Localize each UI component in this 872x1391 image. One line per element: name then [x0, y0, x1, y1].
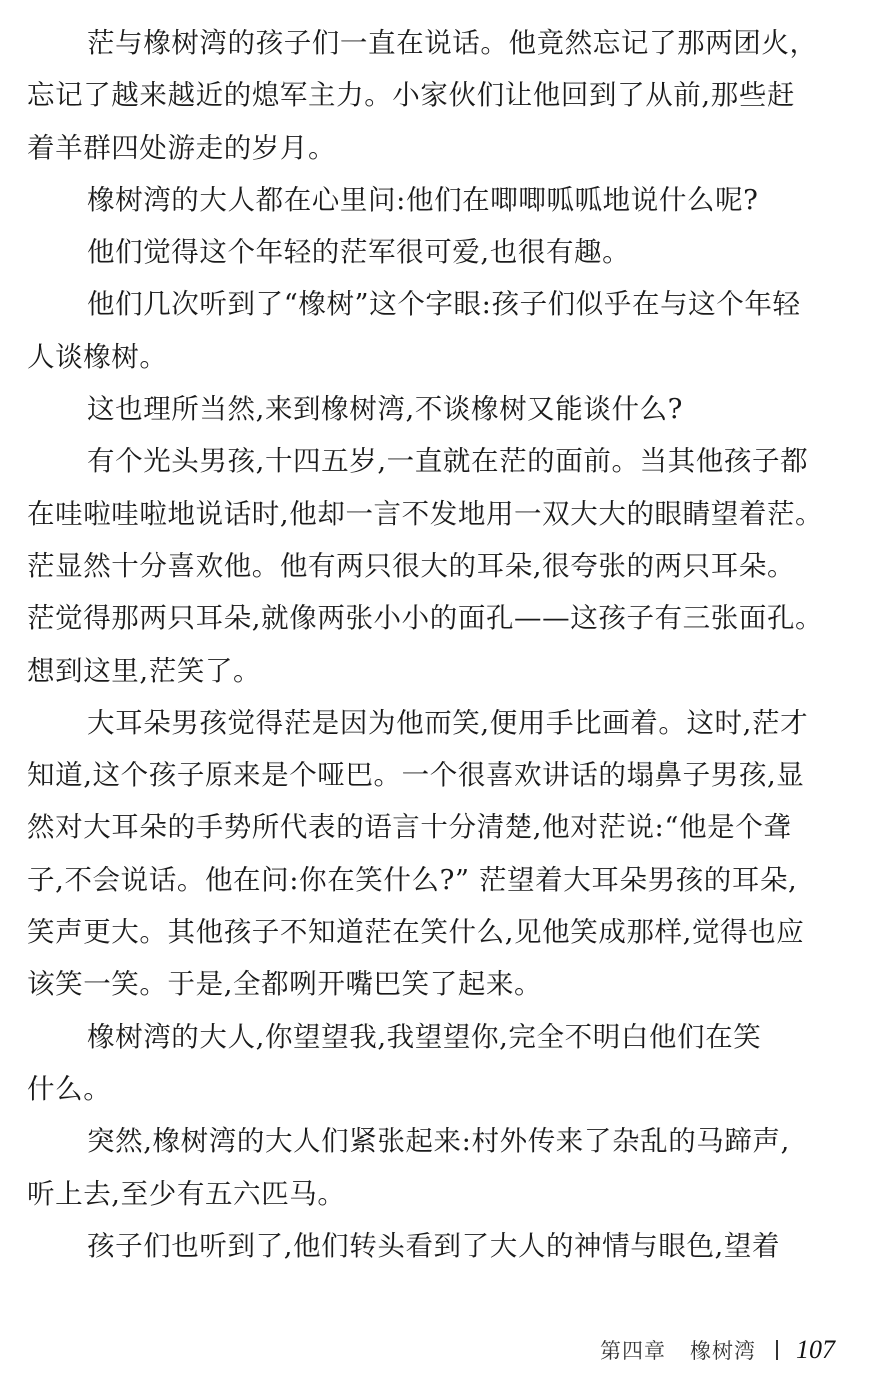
page-number: 107 [796, 1335, 835, 1364]
chapter-title: 橡树湾 [690, 1339, 756, 1363]
text-line: 橡树湾的大人,你望望我,我望望你,完全不明白他们在笑 [87, 1020, 762, 1053]
text-line: 橡树湾的大人都在心里问:他们在唧唧呱呱地说什么呢? [87, 183, 759, 216]
text-line: 茫觉得那两只耳朵,就像两张小小的面孔——这孩子有三张面孔。 [27, 602, 824, 635]
text-line: 他们觉得这个年轻的茫军很可爱,也很有趣。 [87, 236, 631, 269]
text-line: 想到这里,茫笑了。 [27, 654, 262, 687]
text-line: 忘记了越来越近的熄军主力。小家伙们让他回到了从前,那些赶 [27, 79, 796, 112]
text-line: 有个光头男孩,十四五岁,一直就在茫的面前。当其他孩子都 [87, 445, 809, 478]
chapter-label: 第四章 [600, 1339, 666, 1363]
text-line: 该笑一笑。于是,全都咧开嘴巴笑了起来。 [27, 968, 543, 1001]
text-line: 然对大耳朵的手势所代表的语言十分清楚,他对茫说:“他是个聋 [27, 811, 792, 844]
page-footer [600, 1332, 835, 1368]
text-line: 茫与橡树湾的孩子们一直在说话。他竟然忘记了那两团火， [87, 27, 818, 59]
text-line: 子,不会说话。他在问:你在笑什么?” 茫望着大耳朵男孩的耳朵, [27, 863, 798, 896]
text-line: 大耳朵男孩觉得茫是因为他而笑,便用手比画着。这时,茫才 [87, 706, 809, 739]
text-line: 他们几次听到了“橡树”这个字眼:孩子们似乎在与这个年轻 [87, 288, 801, 321]
text-line: 知道,这个孩子原来是个哑巴。一个很喜欢讲话的塌鼻子男孩,显 [27, 759, 805, 792]
text-line: 人谈橡树。 [27, 340, 168, 373]
text-line: 听上去,至少有五六匹马。 [27, 1177, 346, 1210]
text-line: 茫显然十分喜欢他。他有两只很大的耳朵,很夸张的两只耳朵。 [27, 549, 796, 582]
text-line: 什么。 [27, 1072, 112, 1105]
footer-divider [776, 1340, 778, 1360]
text-line: 着羊群四处游走的岁月。 [27, 131, 337, 164]
text-line: 这也理所当然,来到橡树湾,不谈橡树又能谈什么? [87, 393, 684, 426]
page-body [27, 17, 845, 1272]
text-line: 突然,橡树湾的大人们紧张起来:村外传来了杂乱的马蹄声, [87, 1125, 790, 1158]
text-line: 笑声更大。其他孩子不知道茫在笑什么,见他笑成那样,觉得也应 [27, 916, 805, 949]
text-line: 孩子们也听到了,他们转头看到了大人的神情与眼色,望着 [87, 1229, 781, 1262]
text-line: 在哇啦哇啦地说话时,他却一言不发地用一双大大的眼睛望着茫。 [27, 497, 824, 530]
